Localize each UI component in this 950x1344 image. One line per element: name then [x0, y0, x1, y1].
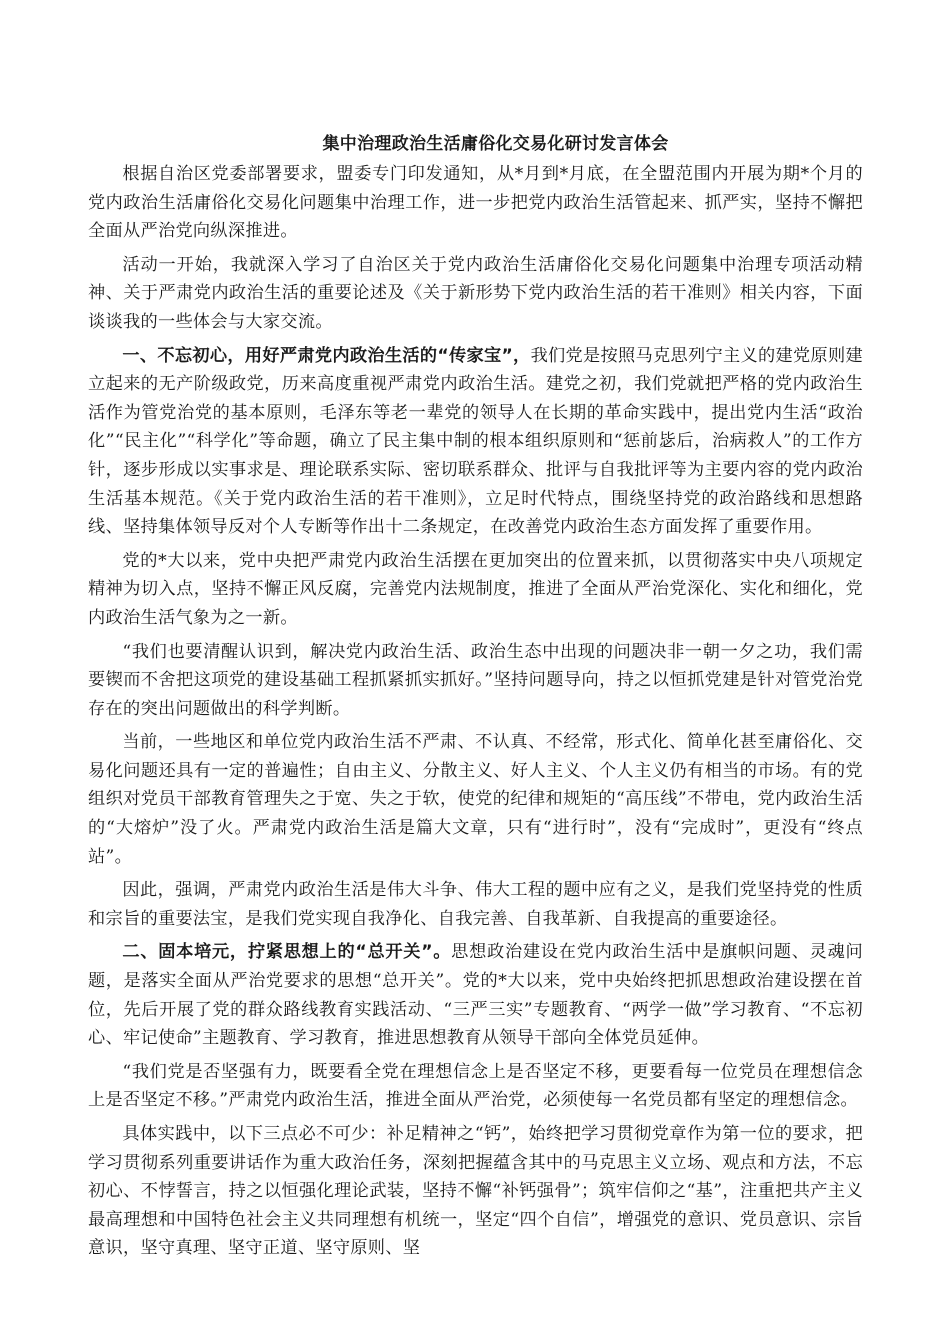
paragraph-text: “我们也要清醒认识到，解决党内政治生活、政治生态中出现的问题决非一朝一夕之功，我们需要锲而不舍把这项党的建设基础工程抓紧抓实抓好。”坚持问题导向，持之以恒抓党建是针对管党治党存在的突出问题做出的科学判断。 — [88, 641, 863, 719]
paragraph-since-congress — [88, 547, 863, 633]
paragraph-text: 根据自治区党委部署要求，盟委专门印发通知，从*月到*月底，在全盟范围内开展为期*个月的党内政治生活庸俗化交易化问题集中治理工作，进一步把党内政治生活管起来、抓严实，坚持不懈把全面从严治党向纵深推进。 — [88, 164, 863, 242]
section-heading-one: 一、不忘初心，用好严肃党内政治生活的“传家宝”， — [122, 345, 531, 366]
paragraph-text: 活动一开始，我就深入学习了自治区关于党内政治生活庸俗化交易化问题集中治理专项活动精神、关于严肃党内政治生活的重要论述及《关于新形势下党内政治生活的若干准则》相关内容，下面谈谈我的一些体会与大家交流。 — [88, 254, 863, 332]
document-title: 集中治理政治生活庸俗化交易化研讨发言体会 — [322, 134, 669, 154]
paragraph-text: 我们党是按照马克思列宁主义的建党原则建立起来的无产阶级政党，历来高度重视严肃党内政治生活。建党之初，我们党就把严格的党内政治生活作为管党治党的基本原则，毛泽东等老一辈党的领导人在长期的革命实践中，提出党内生活“政治化”“民主化”“科学化”等命题，确立了民主集中制的根本组织原则和“惩前毖后，治病救人”的工作方针，逐步形成以实事求是、理论联系实际、密切联系群众、批评与自我批评等为主要内容的党内政治生活基本规范。《关于党内政治生活的若干准则》，立足时代特点，围绕坚持党的政治路线和思想路线、坚持集体领导反对个人专断等作出十二条规定，在改善党内政治生态方面发挥了重要作用。 — [88, 345, 864, 538]
paragraph-section-two — [88, 938, 863, 1052]
paragraph-section-one — [88, 342, 863, 542]
paragraph-intro — [88, 160, 863, 246]
paragraph-practice — [88, 1120, 863, 1263]
paragraph-text: 当前，一些地区和单位党内政治生活不严肃、不认真、不经常，形式化、简单化甚至庸俗化、交易化问题还具有一定的普遍性；自由主义、分散主义、好人主义、个人主义仍有相当的市场。有的党组织对党员干部教育管理失之于宽、失之于软，使党的纪律和规矩的“高压线”不带电，党内政治生活的“大熔炉”没了火。严肃党内政治生活是篇大文章，只有“进行时”，没有“完成时”，更没有“终点站”。 — [88, 732, 863, 867]
paragraph-quote-two — [88, 1058, 863, 1115]
paragraph-text: 思想政治建设在党内政治生活中是旗帜问题、灵魂问题，是落实全面从严治党要求的思想“总开关”。党的*大以来，党中央始终把抓思想政治建设摆在首位，先后开展了党的群众路线教育实践活动、“三严三实”专题教育、“两学一做”学习教育、“不忘初心、牢记使命”主题教育、学习教育，推进思想教育从领导干部向全体党员延伸。 — [88, 942, 863, 1049]
paragraph-text: 因此，强调，严肃党内政治生活是伟大斗争、伟大工程的题中应有之义，是我们党坚持党的性质和宗旨的重要法宝，是我们党实现自我净化、自我完善、自我革新、自我提高的重要途径。 — [88, 880, 863, 929]
paragraph-therefore — [88, 876, 863, 933]
paragraph-study — [88, 251, 863, 337]
paragraph-quote-one — [88, 638, 863, 724]
paragraph-current-problems — [88, 728, 863, 871]
section-heading-two: 二、固本培元，拧紧思想上的“总开关”。 — [122, 942, 452, 963]
paragraph-text: “我们党是否坚强有力，既要看全党在理想信念上是否坚定不移，更要看每一位党员在理想信念上是否坚定不移。”严肃党内政治生活，推进全面从严治党，必须使每一名党员都有坚定的理想信念。 — [88, 1061, 863, 1111]
paragraph-text: 具体实践中，以下三点必不可少：补足精神之“钙”，始终把学习贯彻党章作为第一位的要求，把学习贯彻系列重要讲话作为重大政治任务，深刻把握蕴含其中的马克思主义立场、观点和方法，不忘初心、不悖誓言，持之以恒强化理论武装，坚持不懈“补钙强骨”；筑牢信仰之“基”，注重把共产主义最高理想和中国特色社会主义共同理想有机统一，坚定“四个自信”，增强党的意识、党员意识、宗旨意识，坚守真理、坚守正道、坚守原则、坚 — [88, 1124, 863, 1259]
paragraph-text: 党的*大以来，党中央把严肃党内政治生活摆在更加突出的位置来抓，以贯彻落实中央八项规定精神为切入点，坚持不懈正风反腐，完善党内法规制度，推进了全面从严治党深化、实化和细化，党内政治生活气象为之一新。 — [88, 550, 863, 628]
document-page — [88, 130, 863, 1268]
